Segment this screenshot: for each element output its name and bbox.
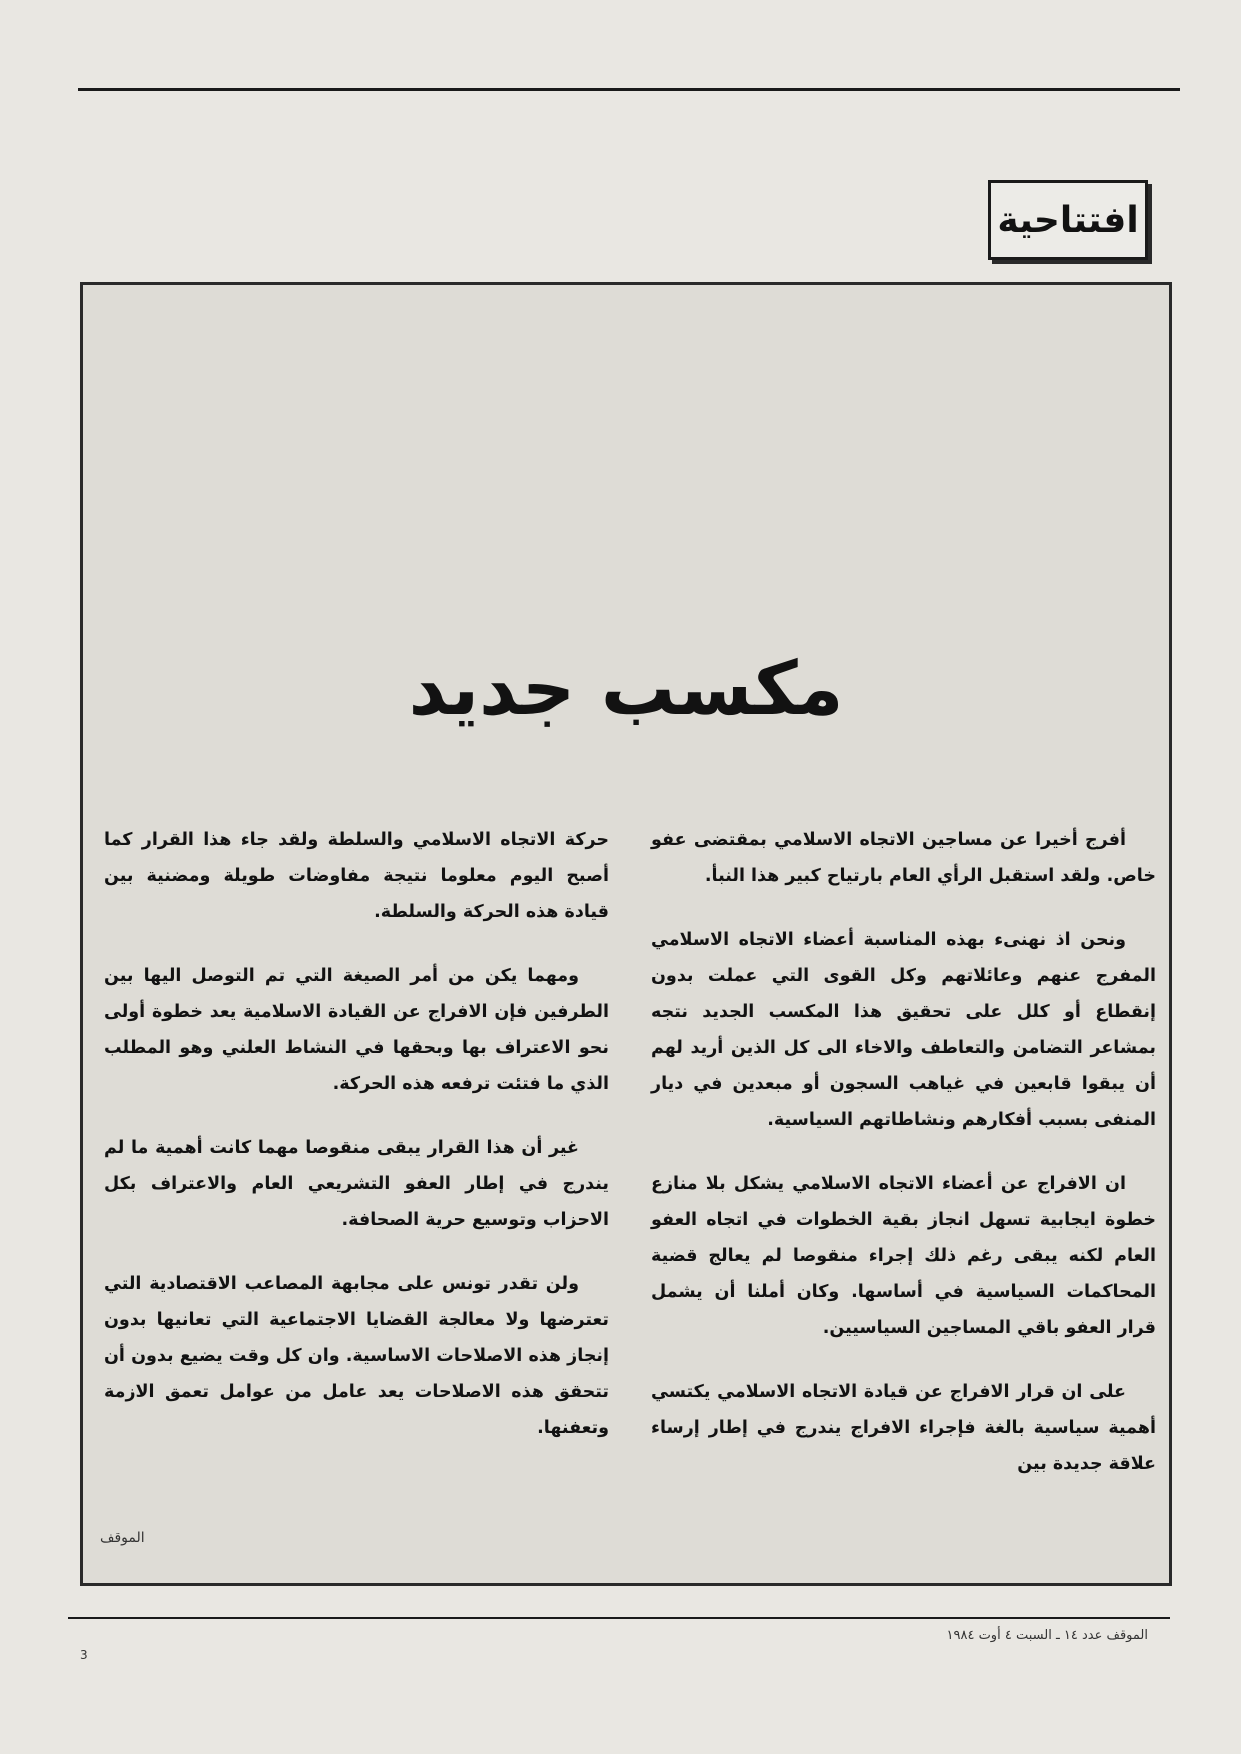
footer-issue-info: الموقف عدد ١٤ ـ السبت ٤ أوت ١٩٨٤: [946, 1628, 1148, 1643]
page-number: 3: [80, 1648, 88, 1662]
article-column-left: [104, 822, 609, 1474]
paragraph: أفرج أخيرا عن مساجين الاتجاه الاسلامي بمقتضى عفو خاص. ولقد استقبل الرأي العام بارتياح كبير هذا النبأ.: [651, 830, 1156, 886]
headline: مكسب جديد: [408, 646, 844, 732]
article-column-right: [651, 822, 1156, 1510]
section-label: افتتاحية: [997, 199, 1139, 241]
top-rule: [78, 88, 1180, 91]
paragraph: غير أن هذا القرار يبقى منقوصا مهما كانت أهمية ما لم يندرج في إطار العفو التشريعي العام والاعتراف بكل الاحزاب وتوسيع حرية الصحافة.: [104, 1138, 609, 1230]
paragraph: على ان قرار الافراج عن قيادة الاتجاه الاسلامي يكتسي أهمية سياسية بالغة فإجراء الافراج يندرج في إطار إرساء علاقة جديدة بين: [651, 1382, 1156, 1474]
bottom-rule: [68, 1617, 1170, 1619]
paragraph: ونحن اذ نهنىء بهذه المناسبة أعضاء الاتجاه الاسلامي المفرج عنهم وعائلاتهم وكل القوى التي عملت بدون إنقطاع أو كلل على تحقيق هذا المكسب الجديد نتجه بمشاعر التضامن والتعاطف والاخاء الى كل الذين أريد لهم أن يبقوا قابعين في غياهب السجون أو مبعدين في ديار المنفى بسبب أفكارهم ونشاطاتهم السياسية.: [651, 930, 1156, 1130]
paragraph: حركة الاتجاه الاسلامي والسلطة ولقد جاء هذا القرار كما أصبح اليوم معلوما نتيجة مفاوضات طويلة ومضنية بين قيادة هذه الحركة والسلطة.: [104, 830, 609, 922]
paragraph: ومهما يكن من أمر الصيغة التي تم التوصل اليها بين الطرفين فإن الافراج عن القيادة الاسلامية يعد خطوة أولى نحو الاعتراف بها وبحقها في النشاط العلني وهو المطلب الذي ما فتئت ترفعه هذه الحركة.: [104, 966, 609, 1094]
section-label-box: [988, 180, 1148, 260]
paragraph: ولن تقدر تونس على مجابهة المصاعب الاقتصادية التي تعترضها ولا معالجة القضايا الاجتماعية التي تعانيها بدون إنجاز هذه الاصلاحات الاساسية. وان كل وقت يضيع بدون أن تتحقق هذه الاصلاحات يعد عامل من عوامل تعمق الازمة وتعفنها.: [104, 1274, 609, 1438]
paragraph: ان الافراج عن أعضاء الاتجاه الاسلامي يشكل بلا منازع خطوة ايجابية تسهل انجاز بقية الخطوات في اتجاه العفو العام لكنه يبقى رغم ذلك إجراء منقوصا لم يعالج قضية المحاكمات السياسية في أساسها. وكان أملنا أن يشمل قرار العفو باقي المساجين السياسيين.: [651, 1174, 1156, 1338]
signature: الموقف: [100, 1530, 145, 1546]
